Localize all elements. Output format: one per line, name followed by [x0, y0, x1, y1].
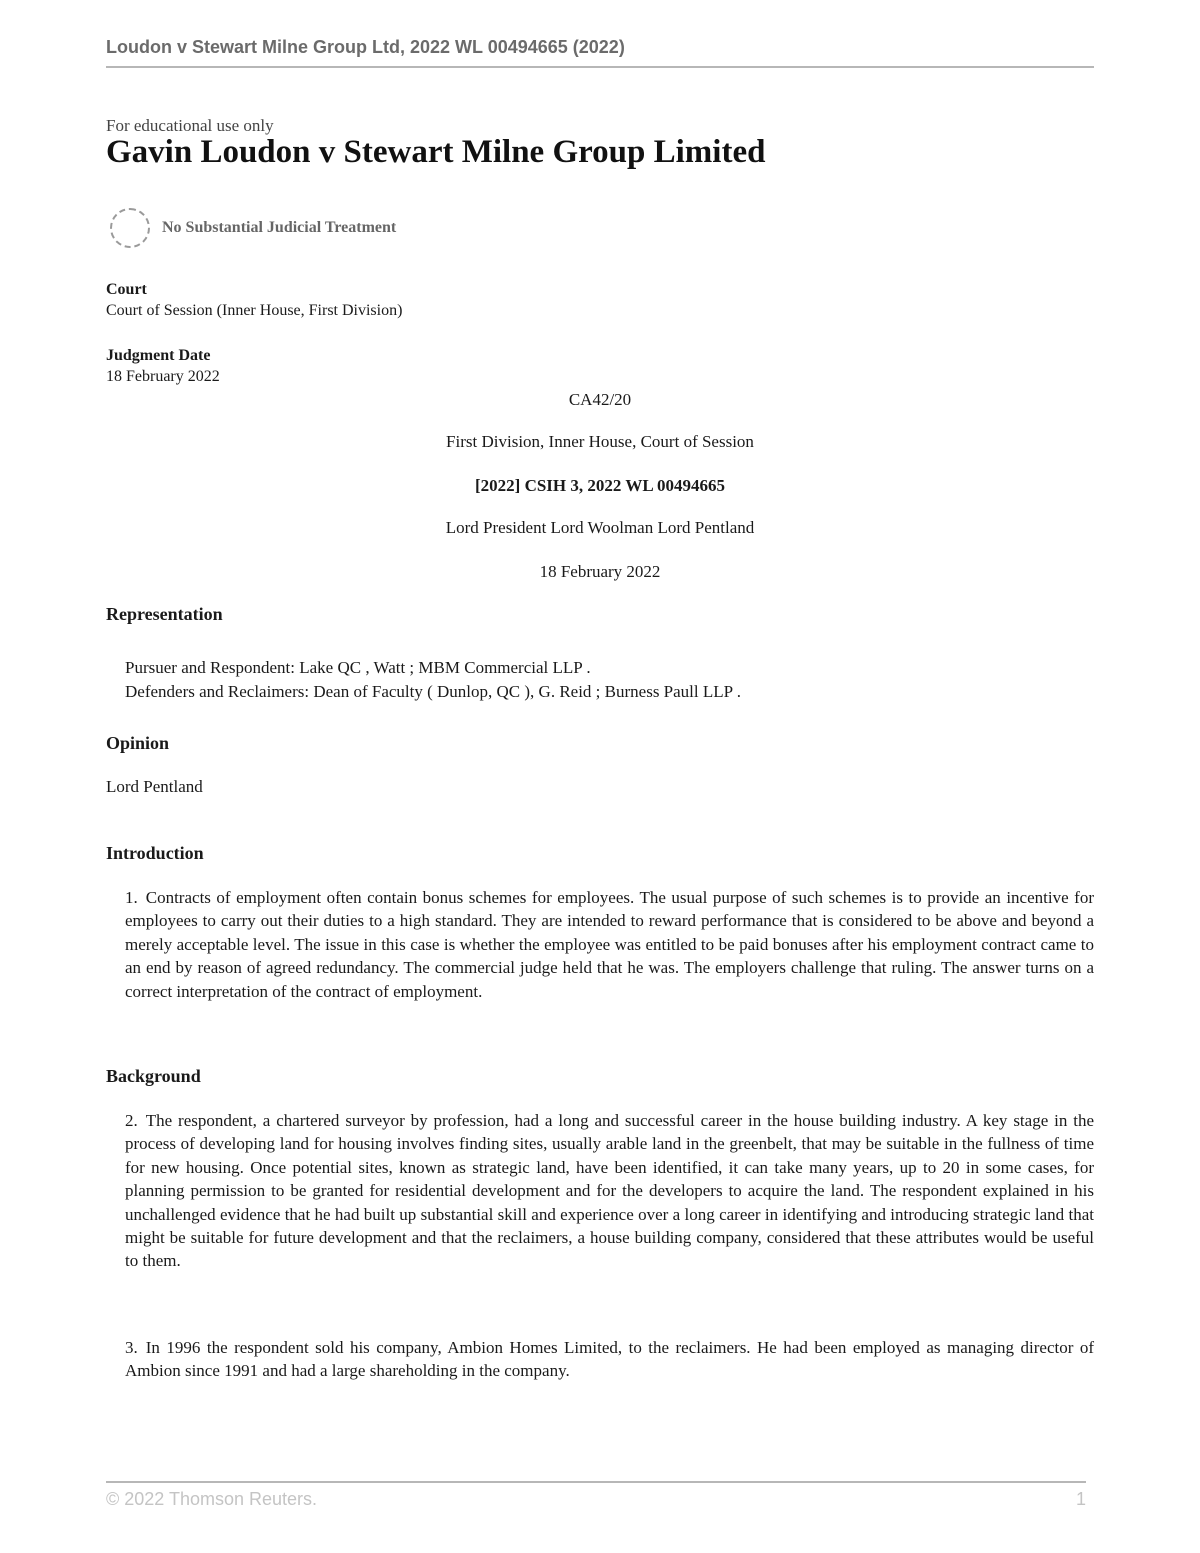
section-heading-background: Background: [106, 1066, 201, 1086]
paragraph-number: 3.: [125, 1338, 138, 1357]
section-heading-introduction: Introduction: [106, 843, 204, 863]
paragraph-text: The respondent, a chartered surveyor by profession, had a long and successful career in the house building industry. A key stage in the process of developing land for housing involves finding sites, usually arable land in the greenbelt, that may be suitable in the fullness of time for new housing. Once potential sites, known as strategic land, have been identified, it can take many years, up to 20 in some cases, for planning permission to be granted for residential development and for the developers to acquire the land. The respondent explained in his unchallenged evidence that he had built up substantial skill and experience over a long career in identifying and introducing strategic land that might be suitable for future development and that the reclaimers, a house building company, considered that these attributes would be useful to them.: [125, 1111, 1094, 1271]
opinion-heading: Opinion: [106, 733, 170, 753]
representation-line: Pursuer and Respondent: Lake QC , Watt ; MBM Commercial LLP .: [125, 658, 591, 677]
paragraph-number: 1.: [125, 888, 138, 907]
treatment-status-label: No Substantial Judicial Treatment: [162, 219, 397, 236]
footer-page-number: 1: [1076, 1489, 1087, 1509]
decision-date: 18 February 2022: [539, 562, 661, 581]
court-label: Court: [106, 281, 147, 298]
case-number: CA42/20: [568, 390, 632, 409]
representation-line: Defenders and Reclaimers: Dean of Faculty ( Dunlop, QC ), G. Reid ; Burness Paull LLP .: [125, 682, 741, 701]
judgment-date-value: 18 February 2022: [106, 368, 220, 385]
educational-use-notice: For educational use only: [106, 116, 274, 135]
running-header-title: Loudon v Stewart Milne Group Ltd, 2022 WL 00494665 (2022): [106, 37, 625, 57]
paragraph-1: [125, 886, 1094, 1003]
paragraph-2: [125, 1109, 1094, 1273]
document-title: Gavin Loudon v Stewart Milne Group Limited: [106, 134, 766, 170]
court-division: First Division, Inner House, Court of Session: [446, 432, 754, 451]
paragraph-number: 2.: [125, 1111, 138, 1130]
representation-heading: Representation: [106, 604, 223, 624]
paragraph-3: [125, 1336, 1094, 1383]
treatment-status-icon: [110, 208, 150, 248]
opinion-author: Lord Pentland: [106, 777, 203, 796]
judgment-date-label: Judgment Date: [106, 347, 211, 364]
footer-copyright: © 2022 Thomson Reuters.: [106, 1489, 318, 1509]
header-divider: [106, 66, 1094, 68]
paragraph-text: In 1996 the respondent sold his company, Ambion Homes Limited, to the reclaimers. He had been employed as managing director of Ambion since 1991 and had a large shareholding in the company.: [125, 1338, 1094, 1381]
paragraph-text: Contracts of employment often contain bonus schemes for employees. The usual purpose of such schemes is to provide an incentive for employees to carry out their duties to a high standard. They are intended to reward performance that is considered to be above and beyond a merely acceptable level. The issue in this case is whether the employee was entitled to be paid bonuses after his employment contract came to an end by reason of agreed redundancy. The commercial judge held that he was. The employers challenge that ruling. The answer turns on a correct interpretation of the contract of employment.: [125, 888, 1094, 1001]
treatment-status: [110, 206, 396, 250]
court-value: Court of Session (Inner House, First Division): [106, 302, 403, 319]
judges-line: Lord President Lord Woolman Lord Pentland: [445, 518, 755, 537]
footer-divider: [106, 1481, 1086, 1483]
case-citation: [2022] CSIH 3, 2022 WL 00494665: [475, 476, 725, 495]
